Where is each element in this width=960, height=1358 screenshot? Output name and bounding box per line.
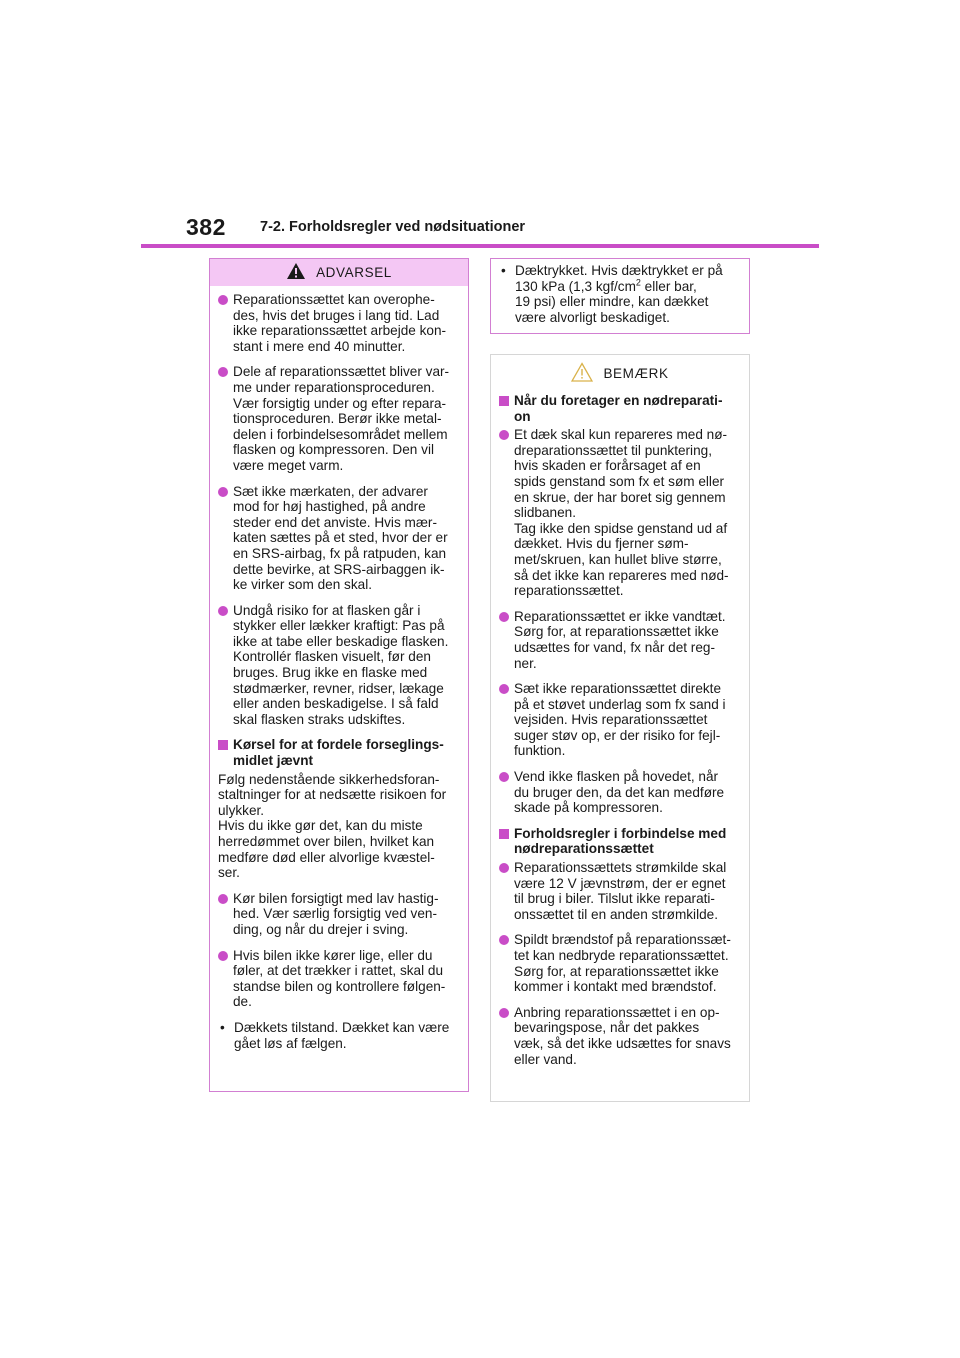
list-item: [499, 860, 741, 922]
page-number: 382: [186, 214, 226, 240]
bullet-circle: [218, 295, 228, 305]
item-text: Vend ikke flasken på hovedet, når du bruger den, da det kan medføre skade på kompressoren.: [514, 769, 725, 816]
subheading: [218, 737, 460, 768]
item-text: Reparationssættet er ikke vandtæt. Sørg for, at reparationssættet ikke udsættes for vand, fx når det reg- ner.: [514, 608, 726, 671]
list-item: [499, 1005, 741, 1067]
item-text: Kør bilen forsigtigt med lav hastig- hed. Vær særlig forsigtig ved ven- ding, og når du drejer i sving.: [233, 890, 439, 937]
bullet-circle: [499, 772, 509, 782]
square-marker: [218, 740, 228, 750]
note-title: BEMÆRK: [603, 365, 669, 381]
warning-title: ADVARSEL: [316, 265, 392, 280]
item-text: Kørsel for at fordele forseglings- midlet jævnt: [233, 737, 444, 769]
item-text: Følg nedenstående sikkerhedsforan- staltninger for at nedsætte risikoen for ulykker. Hvis du ikke gør det, kan du miste herredømmet over bilen, hvilket kan medføre død eller alvorlige kvæstel- ser.: [218, 771, 447, 881]
item-text: Sæt ikke reparationssættet direkte på et støvet underlag som fx sand i vejsiden. Hvis reparationssættet suger støv op, er der risiko for fejl- funktion.: [514, 681, 726, 759]
bullet-dot: •: [220, 1019, 225, 1035]
list-item: [499, 681, 741, 759]
bullet-circle: [499, 430, 509, 440]
subheading: [499, 826, 741, 857]
cont-line3: 19 psi) eller mindre, kan dækket være alvorligt beskadiget.: [515, 294, 709, 325]
list-item: [499, 609, 741, 671]
cont-sup: 2: [635, 277, 641, 288]
section-title: 7-2. Forholdsregler ved nødsituationer: [260, 219, 526, 235]
square-marker: [499, 396, 509, 406]
list-item: [499, 769, 741, 816]
bullet-circle: [499, 684, 509, 694]
list-item: [218, 603, 460, 728]
continuation-box: [490, 258, 750, 334]
item-text: Anbring reparationssættet i en op- bevaringspose, når det pakkes væk, så det ikke udsættes for snavs eller vand.: [514, 1004, 731, 1067]
list-item: [499, 427, 741, 599]
cont-line2a: 130 kPa (1,3 kgf/cm: [515, 278, 636, 294]
bullet-circle: [499, 612, 509, 622]
item-text: Reparationssættets strømkilde skal være 12 V jævnstrøm, der er egnet til brug i biler. Tilslut ikke reparati- onssættet til en anden strømkilde.: [514, 860, 727, 922]
bullet-dot: •: [501, 263, 506, 278]
warning-body: [210, 286, 468, 1061]
item-text: Når du foretager en nødreparati- on: [514, 393, 723, 424]
bullet-circle: [499, 863, 509, 873]
list-item: [499, 263, 741, 325]
list-item: [218, 292, 460, 354]
bullet-circle: [218, 367, 228, 377]
caution-triangle-icon: [571, 362, 593, 385]
bullet-circle: [218, 606, 228, 616]
square-marker: [499, 829, 509, 839]
item-text: Spildt brændstof på reparationssæt- tet kan nedbryde reparationssættet. Sørg for, at reparationssættet ikke kommer i kontakt med brændstof.: [514, 932, 731, 995]
list-item: [218, 364, 460, 473]
item-text: Dele af reparationssættet bliver var- me under reparationsproceduren. Vær forsigtig under og efter repara- tionsproceduren. Berør ikke metal- delen i forbindelsesområdet mellem flasken og kompressoren. Den vil være meget varm.: [233, 364, 450, 473]
item-text: Sæt ikke mærkaten, der advarer mod for høj hastighed, på andre steder end det anviste. Hvis mær- katen sættes på et sted, hvor der er en SRS-airbag, fx på ratpuden, kan dette bevirke, at SRS-airbaggen ik- ke virker som den skal.: [233, 483, 448, 593]
bullet-circle: [499, 935, 509, 945]
note-body: [491, 391, 749, 1077]
item-text: Et dæk skal kun repareres med nø- dreparationssættet til punktering, hvis skaden er forårsaget af en spids genstand som fx et søm eller en skrue, der har boret sig gennem slidbanen. Tag ikke den spidse genstand ud af dækket. Hvis du fjerner søm- met/skruen, kan hullet blive større, så det ikke kan repareres med nød- reparationssættet.: [514, 427, 729, 599]
header-rule: [141, 244, 819, 248]
cont-line2b: eller bar,: [640, 278, 697, 294]
item-text: Reparationssættet kan overophe- des, hvis det bruges i lang tid. Lad ikke reparationssættet arbejde kon- stant i mere end 40 minutter.: [233, 292, 447, 354]
list-item: [218, 1020, 460, 1051]
warning-box: [209, 258, 469, 1092]
list-item: [218, 948, 460, 1010]
item-text: Hvis bilen ikke kører lige, eller du føler, at det trækker i rattet, skal du standse bilen og kontrollere følgen- de.: [233, 947, 446, 1010]
bullet-circle: [499, 1008, 509, 1018]
note-box-header: [491, 355, 749, 391]
list-item: [218, 891, 460, 938]
item-text: Undgå risiko for at flasken går i stykker eller lækker kraftigt: Pas på ikke at tabe eller beskadige flasken. Kontrollér flasken visuelt, før den bruges. Brug ikke en flaske med stødmærker, revner, ridser, lækage eller anden beskadigelse. I så fald skal flasken straks udskiftes.: [233, 602, 449, 727]
item-text: Forholdsregler i forbindelse med nødreparationssættet: [514, 825, 727, 857]
paragraph: [218, 772, 460, 881]
list-item: [499, 932, 741, 994]
subheading: [499, 393, 741, 424]
note-box: [490, 354, 750, 1102]
bullet-circle: [218, 894, 228, 904]
cont-line1: Dæktrykket. Hvis dæktrykket er på: [515, 263, 723, 278]
bullet-circle: [218, 487, 228, 497]
warning-box-header: [210, 259, 468, 286]
bullet-circle: [218, 951, 228, 961]
warning-triangle-icon: [286, 262, 306, 283]
item-text: Dækkets tilstand. Dækket kan være gået løs af fælgen.: [234, 1019, 450, 1051]
list-item: [218, 484, 460, 593]
